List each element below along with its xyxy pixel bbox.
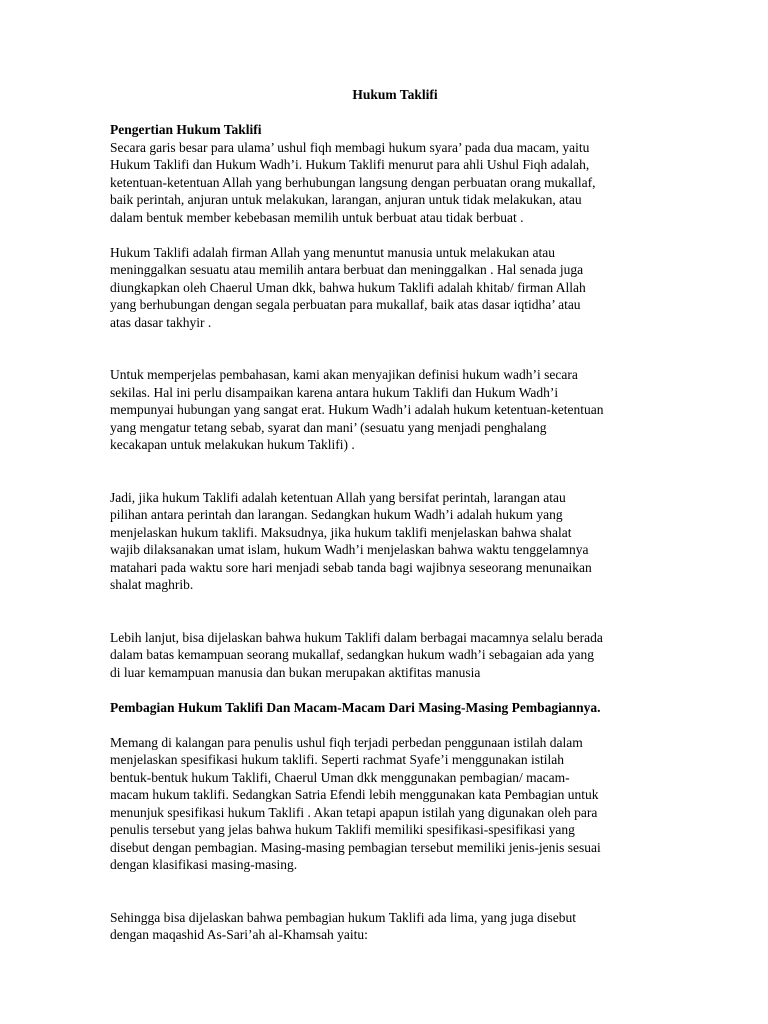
paragraph-1 <box>110 139 680 227</box>
paragraph-line: sekilas. Hal ini perlu disampaikan karena antara hukum Taklifi dan Hukum Wadh’i <box>110 384 559 400</box>
paragraph-line: dalam batas kemampuan seorang mukallaf, sedangkan hukum wadh’i sebagaian ada yang <box>110 647 594 662</box>
paragraph-5 <box>110 629 680 682</box>
section-heading-pengertian: Pengertian Hukum Taklifi <box>110 122 262 137</box>
paragraph-line: Hukum Taklifi adalah firman Allah yang menuntut manusia untuk melakukan atau <box>110 244 555 260</box>
paragraph-line: baik perintah, anjuran untuk melakukan, larangan, anjuran untuk tidak melakukan, atau <box>110 192 582 207</box>
paragraph-line: Untuk memperjelas pembahasan, kami akan menyajikan definisi hukum wadh’i secara <box>110 367 578 382</box>
paragraph-line: menjelaskan hukum taklifi. Maksudnya, jika hukum taklifi menjelaskan bahwa shalat <box>110 524 572 540</box>
paragraph-line: Hukum Taklifi dan Hukum Wadh’i. Hukum Taklifi menurut para ahli Ushul Fiqh adalah, <box>110 157 590 172</box>
paragraph-line: Memang di kalangan para penulis ushul fiqh terjadi perbedan penggunaan istilah dalam <box>110 734 583 750</box>
paragraph-line: ketentuan-ketentuan Allah yang berhubungan langsung dengan perbuatan orang mukallaf, <box>110 174 596 190</box>
paragraph-line: kecakapan untuk melakukan hukum Taklifi) . <box>110 437 355 452</box>
paragraph-line: meninggalkan sesuatu atau memilih antara berbuat dan meninggalkan . Hal senada juga <box>110 262 584 277</box>
paragraph-line: menjelaskan spesifikasi hukum taklifi. Seperti rachmat Syafe’i menggunakan istilah <box>110 752 565 767</box>
paragraph-line: dengan klasifikasi masing-masing. <box>110 857 298 872</box>
paragraph-line: Jadi, jika hukum Taklifi adalah ketentuan Allah yang bersifat perintah, larangan atau <box>110 489 566 505</box>
paragraph-line: Sehingga bisa dijelaskan bahwa pembagian hukum Taklifi ada lima, yang juga disebut <box>110 909 576 925</box>
paragraph-line: yang mengatur tetang sebab, syarat dan mani’ (sesuatu yang menjadi penghalang <box>110 419 547 435</box>
paragraph-line: wajib dilaksanakan umat islam, hukum Wadh’i menjelaskan bahwa waktu tenggelamnya <box>110 542 589 557</box>
paragraph-2 <box>110 244 680 332</box>
paragraph-line: mempunyai hubungan yang sangat erat. Hukum Wadh’i adalah hukum ketentuan-ketentuan <box>110 402 604 417</box>
paragraph-line: shalat maghrib. <box>110 577 194 592</box>
paragraph-line: pilihan antara perintah dan larangan. Sedangkan hukum Wadh’i adalah hukum yang <box>110 507 563 522</box>
paragraph-line: atas dasar takhyir . <box>110 314 212 330</box>
document-title: Hukum Taklifi <box>352 87 438 102</box>
paragraph-line: menunjuk spesifikasi hukum Taklifi . Akan tetapi apapun istilah yang digunakan oleh para <box>110 804 598 820</box>
paragraph-line: bentuk-bentuk hukum Taklifi, Chaerul Uman dkk menggunakan pembagian/ macam- <box>110 769 570 785</box>
paragraph-line: dengan maqashid As-Sari’ah al-Khamsah yaitu: <box>110 927 368 942</box>
paragraph-line: yang berhubungan dengan segala perbuatan para mukallaf, baik atas dasar iqtidha’ atau <box>110 297 581 312</box>
paragraph-line: matahari pada waktu sore hari menjadi sebab tanda bagi wajibnya seseorang menunaikan <box>110 559 592 575</box>
paragraph-line: disebut dengan pembagian. Masing-masing pembagian tersebut memiliki jenis-jenis sesuai <box>110 839 601 855</box>
document-body <box>110 86 680 944</box>
paragraph-line: macam hukum taklifi. Sedangkan Satria Efendi lebih menggunakan kata Pembagian untuk <box>110 787 599 802</box>
paragraph-line: diungkapkan oleh Chaerul Uman dkk, bahwa hukum Taklifi adalah khitab/ firman Allah <box>110 279 586 295</box>
section-heading-pembagian: Pembagian Hukum Taklifi Dan Macam-Macam Dari Masing-Masing Pembagiannya. <box>110 699 601 715</box>
paragraph-line: penulis tersebut yang jelas bahwa hukum Taklifi memiliki spesifikasi-spesifikasi yang <box>110 822 575 837</box>
paragraph-line: Secara garis besar para ulama’ ushul fiqh membagi hukum syara’ pada dua macam, yaitu <box>110 139 590 155</box>
paragraph-4 <box>110 489 680 594</box>
paragraph-line: di luar kemampuan manusia dan bukan merupakan aktifitas manusia <box>110 664 481 680</box>
paragraph-line: dalam bentuk member kebebasan memilih untuk berbuat atau tidak berbuat . <box>110 209 524 225</box>
paragraph-line: Lebih lanjut, bisa dijelaskan bahwa hukum Taklifi dalam berbagai macamnya selalu berada <box>110 629 603 645</box>
paragraph-7 <box>110 909 680 944</box>
paragraph-3 <box>110 366 680 454</box>
paragraph-6 <box>110 734 680 874</box>
